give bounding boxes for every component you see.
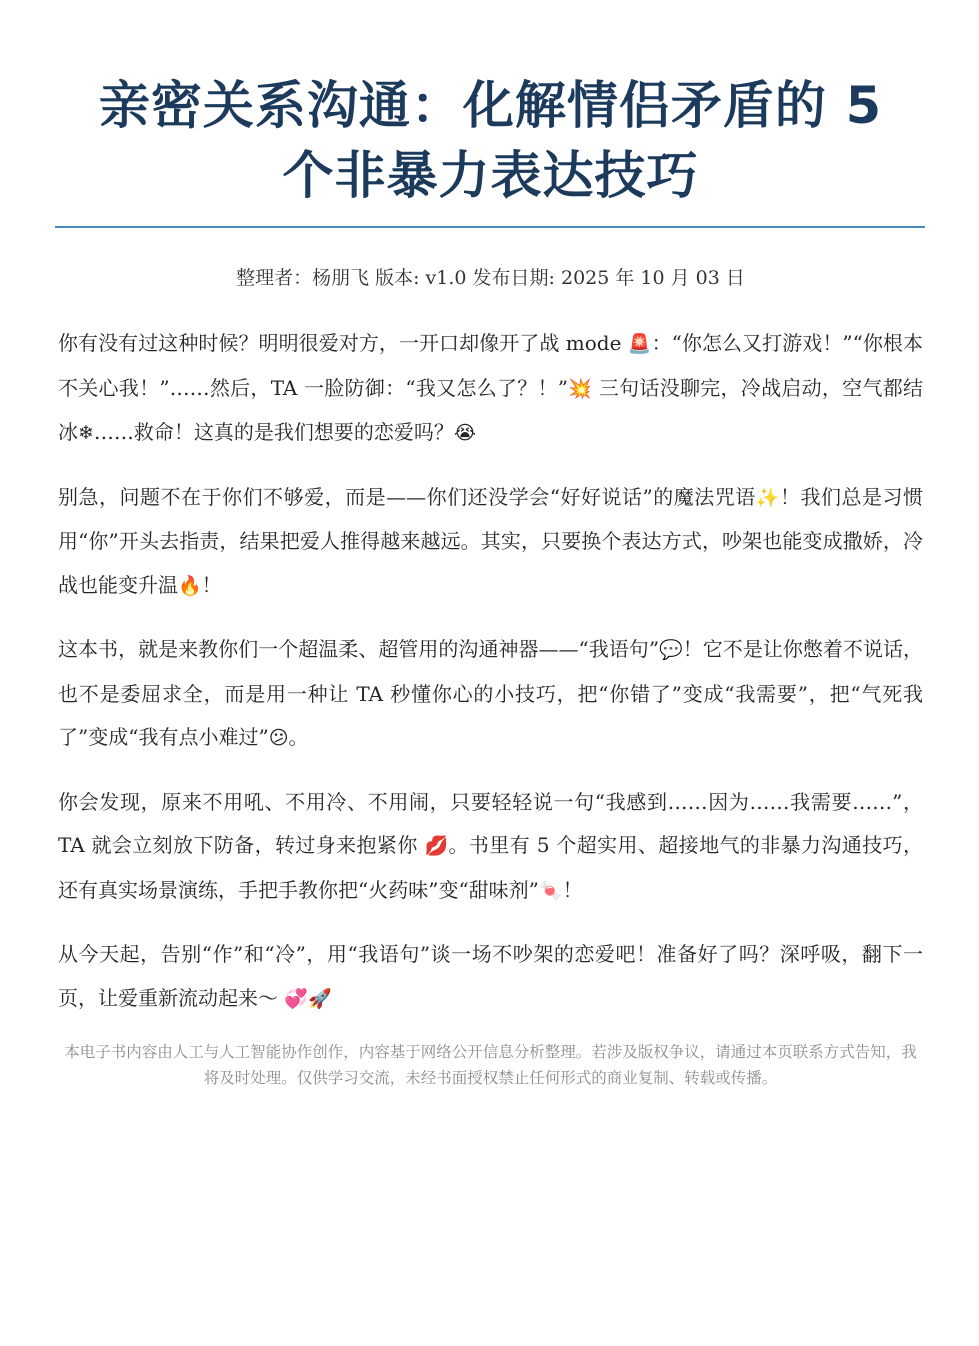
body-paragraph: [58, 322, 923, 456]
paragraph-text: 三句话没聊完，冷战启动，空气都结冰: [58, 375, 923, 444]
paragraph-text: 你会发现，原来不用吼、不用冷、不用闹，只要轻轻说一句“我感到……因为……我需要……”，TA 就会立刻放下防备，转过身来抱紧你: [58, 789, 923, 857]
body-paragraph: [58, 476, 923, 609]
paragraph-text: 你有没有过这种时候？明明很爱对方，一开口却像开了战 mode: [58, 331, 628, 355]
paragraph-text: ！我们总是习惯用“你”开头去指责，结果把爱人推得越来越远。其实，只要换个表达方式，吵架也能变成撒娇，冷战也能变升温: [58, 484, 923, 597]
paragraph-text: 。书里有 5 个超实用、超接地气的非暴力沟通技巧，还有真实场景演练，手把手教你把“火药味”变“甜味剂”: [58, 833, 923, 902]
emoji-icon: ❄: [78, 422, 94, 444]
paragraph-text: 从今天起，告别“作”和“冷”，用“我语句”谈一场不吵架的恋爱吧！准备好了吗？深呼吸，翻下一页，让爱重新流动起来～: [58, 942, 923, 1010]
body-paragraph: [58, 628, 923, 761]
body-text: [58, 322, 923, 1021]
paragraph-text: 别急，问题不在于你们不够爱，而是——你们还没学会“好好说话”的魔法咒语: [58, 484, 756, 509]
emoji-icon: 🍬: [538, 879, 563, 902]
paragraph-text: ！它不是让你憋着不说话，也不是委屈求全，而是用一种让 TA 秒懂你心的小技巧，把“你错了”变成“我需要”，把“气死我了”变成“我有点小难过”: [58, 637, 923, 749]
paragraph-text: ！: [562, 877, 583, 902]
title-divider: [55, 226, 925, 228]
emoji-icon: 🚀: [308, 987, 332, 1010]
paragraph-text: 。: [288, 725, 309, 749]
document-title-line-1: 亲密关系沟通：化解情侣矛盾的 5: [98, 77, 883, 136]
paragraph-text: ……救命！这真的是我们想要的恋爱吗？: [93, 420, 454, 444]
document-title: [58, 72, 923, 212]
document-meta: 整理者：杨朋飞 版本: v1.0 发布日期: 2025 年 10 月 03 日: [236, 267, 745, 289]
emoji-icon: 💥: [568, 377, 593, 400]
paragraph-text: ：“你怎么又打游戏！”“你根本不关心我！”……然后，TA 一脸防御：“我又怎么了？！”: [58, 331, 923, 400]
emoji-icon: 💞: [284, 987, 309, 1010]
emoji-icon: 💋: [424, 835, 449, 857]
body-paragraph: [58, 933, 923, 1021]
emoji-icon: ✨: [755, 486, 780, 509]
emoji-icon: 😕: [268, 727, 289, 749]
emoji-icon: 💬: [659, 639, 683, 661]
emoji-icon: 🔥: [178, 574, 202, 597]
copyright-disclaimer: 本电子书内容由人工与人工智能协作创作，内容基于网络公开信息分析整理。若涉及版权争议，请通过本页联系方式告知，我将及时处理。仅供学习交流，未经书面授权禁止任何形式的商业复制、转载或传播。: [64, 1043, 917, 1087]
emoji-icon: 😭: [453, 422, 477, 444]
body-paragraph: [58, 781, 923, 914]
paragraph-text: 这本书，就是来教你们一个超温柔、超管用的沟通神器——“我语句”: [58, 637, 660, 661]
emoji-icon: 🚨: [627, 333, 652, 355]
paragraph-text: ！: [201, 572, 222, 597]
document-title-line-2: 个非暴力表达技巧: [282, 147, 699, 206]
